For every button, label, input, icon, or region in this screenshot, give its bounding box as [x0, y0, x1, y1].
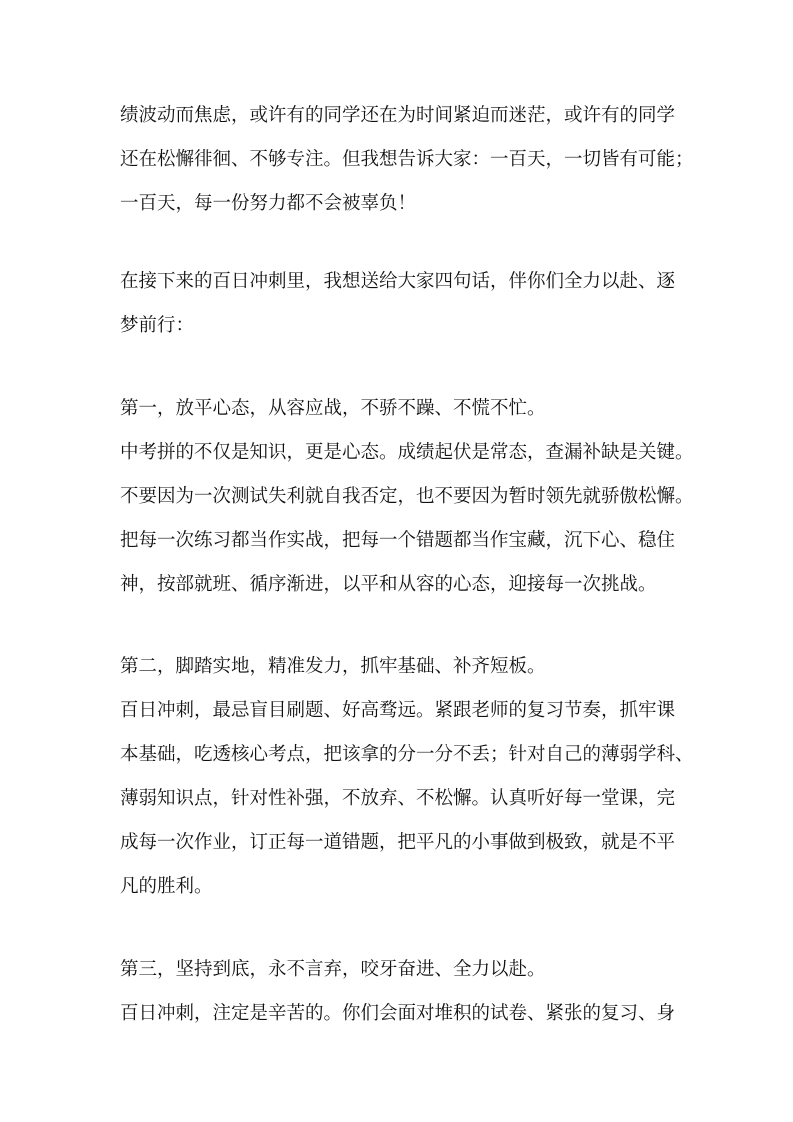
text-line: 本基础，吃透核心考点，把该拿的分一分不丢；针对自己的薄弱学科、 [120, 744, 694, 765]
text-line: 还在松懈徘徊、不够专注。但我想告诉大家：一百天，一切皆有可能； [120, 149, 694, 170]
text-line: 把每一次练习都当作实战，把每一个错题都当作宝藏，沉下心、稳住 [120, 530, 676, 551]
section-heading: 第三，坚持到底，永不言弃，咬牙奋进、全力以赴。 [120, 959, 546, 980]
text-line: 绩波动而焦虑，或许有的同学还在为时间紧迫而迷茫，或许有的同学 [120, 105, 676, 126]
text-line: 中考拼的不仅是知识，更是心态。成绩起伏是常态，查漏补缺是关键。 [120, 442, 694, 463]
text-line: 一百天，每一份努力都不会被辜负！ [120, 193, 417, 214]
text-line: 梦前行： [120, 315, 195, 336]
text-line: 百日冲刺，注定是辛苦的。你们会面对堆积的试卷、紧张的复习、身 [120, 1003, 676, 1024]
text-line: 百日冲刺，最忌盲目刷题、好高骛远。紧跟老师的复习节奏，抓牢课 [120, 700, 676, 721]
text-line: 凡的胜利。 [120, 876, 213, 897]
text-line: 不要因为一次测试失利就自我否定，也不要因为暂时领先就骄傲松懈。 [120, 486, 694, 507]
text-line: 薄弱知识点，针对性补强，不放弃、不松懈。认真听好每一堂课，完 [120, 788, 676, 809]
section-heading: 第一，放平心态，从容应战，不骄不躁、不慌不忙。 [120, 398, 546, 419]
section-heading: 第二，脚踏实地，精准发力，抓牢基础、补齐短板。 [120, 656, 546, 677]
text-line: 在接下来的百日冲刺里，我想送给大家四句话，伴你们全力以赴、逐 [120, 271, 676, 292]
text-line: 神，按部就班、循序渐进，以平和从容的心态，迎接每一次挑战。 [120, 574, 657, 595]
text-line: 成每一次作业，订正每一道错题，把平凡的小事做到极致，就是不平 [120, 832, 676, 853]
